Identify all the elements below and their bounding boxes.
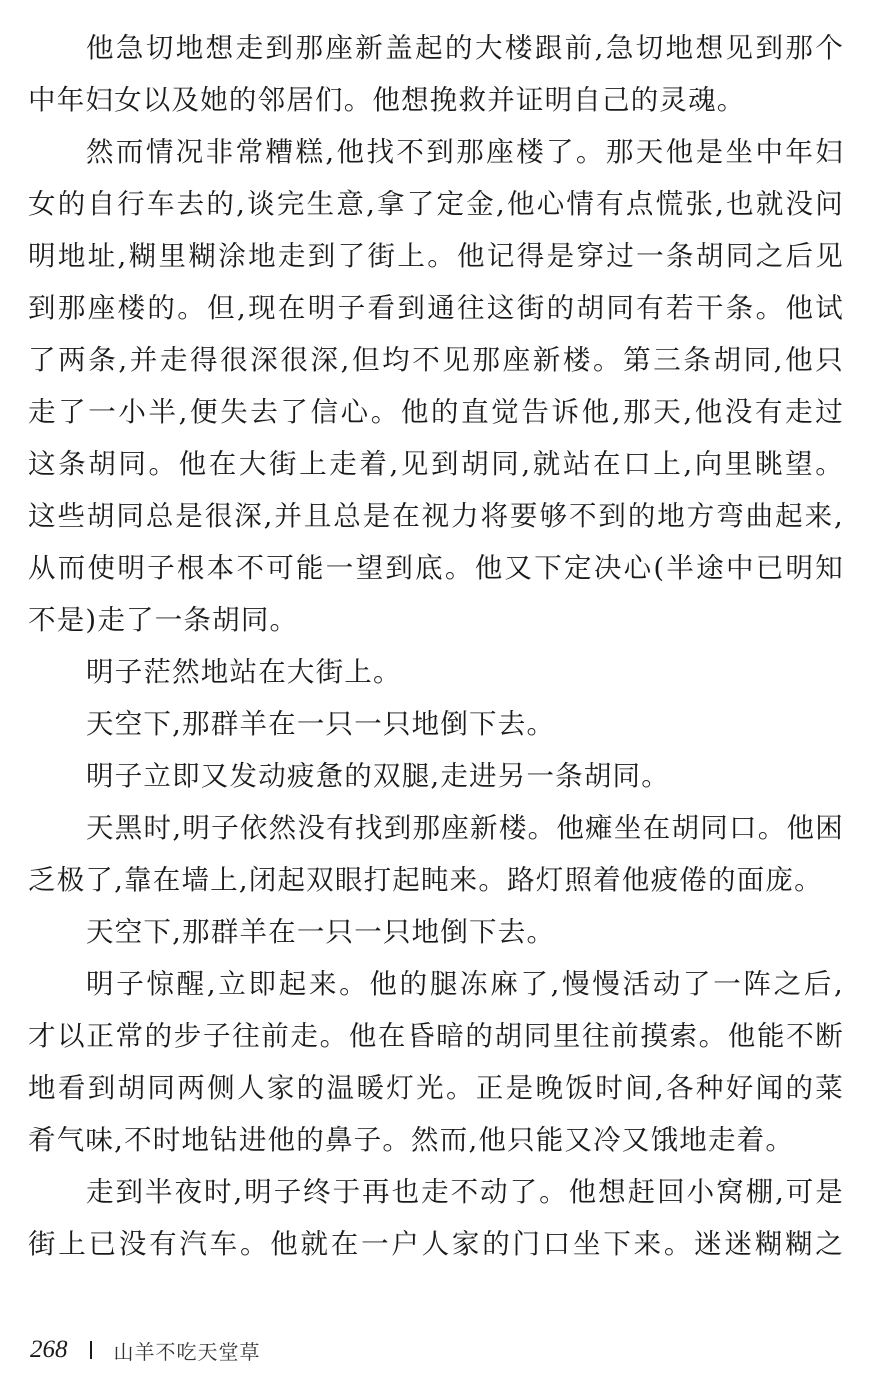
text-line: 街上已没有汽车。他就在一户人家的门口坐下来。迷迷糊糊之	[28, 1228, 844, 1260]
text-line: 走了一小半,便失去了信心。他的直觉告诉他,那天,他没有走过	[28, 396, 844, 428]
body-text	[28, 22, 844, 1270]
page-number: 268	[30, 1336, 68, 1363]
text-line: 了两条,并走得很深很深,但均不见那座新楼。第三条胡同,他只	[28, 344, 844, 376]
text-line: 走到半夜时,明子终于再也走不动了。他想赶回小窝棚,可是	[86, 1176, 844, 1208]
text-line: 这条胡同。他在大街上走着,见到胡同,就站在口上,向里眺望。	[28, 448, 844, 480]
text-line: 这些胡同总是很深,并且总是在视力将要够不到的地方弯曲起来,	[28, 500, 844, 532]
text-line: 中年妇女以及她的邻居们。他想挽救并证明自己的灵魂。	[28, 84, 746, 116]
text-line: 天空下,那群羊在一只一只地倒下去。	[86, 708, 556, 740]
text-line: 从而使明子根本不可能一望到底。他又下定决心(半途中已明知	[28, 552, 844, 584]
text-line: 明地址,糊里糊涂地走到了街上。他记得是穿过一条胡同之后见	[28, 240, 844, 272]
text-line: 他急切地想走到那座新盖起的大楼跟前,急切地想见到那个	[86, 32, 844, 64]
text-line: 不是)走了一条胡同。	[28, 604, 299, 636]
footer-separator	[90, 1341, 92, 1359]
text-line: 明子茫然地站在大街上。	[86, 656, 402, 688]
text-line: 乏极了,靠在墙上,闭起双眼打起盹来。路灯照着他疲倦的面庞。	[28, 864, 823, 896]
page-footer	[30, 1333, 261, 1367]
text-line: 天空下,那群羊在一只一只地倒下去。	[86, 916, 556, 948]
running-title: 山羊不吃天堂草	[113, 1339, 261, 1364]
text-line: 到那座楼的。但,现在明子看到通往这街的胡同有若干条。他试	[28, 292, 844, 324]
text-line: 明子惊醒,立即起来。他的腿冻麻了,慢慢活动了一阵之后,	[86, 968, 844, 1000]
text-line: 明子立即又发动疲惫的双腿,走进另一条胡同。	[86, 760, 670, 792]
text-line: 然而情况非常糟糕,他找不到那座楼了。那天他是坐中年妇	[86, 136, 844, 168]
text-line: 肴气味,不时地钻进他的鼻子。然而,他只能又冷又饿地走着。	[28, 1124, 795, 1156]
text-line: 天黑时,明子依然没有找到那座新楼。他瘫坐在胡同口。他困	[86, 812, 844, 844]
text-line: 地看到胡同两侧人家的温暖灯光。正是晚饭时间,各种好闻的菜	[28, 1072, 844, 1104]
text-line: 才以正常的步子往前走。他在昏暗的胡同里往前摸索。他能不断	[28, 1020, 844, 1052]
text-line: 女的自行车去的,谈完生意,拿了定金,他心情有点慌张,也就没问	[28, 188, 844, 220]
